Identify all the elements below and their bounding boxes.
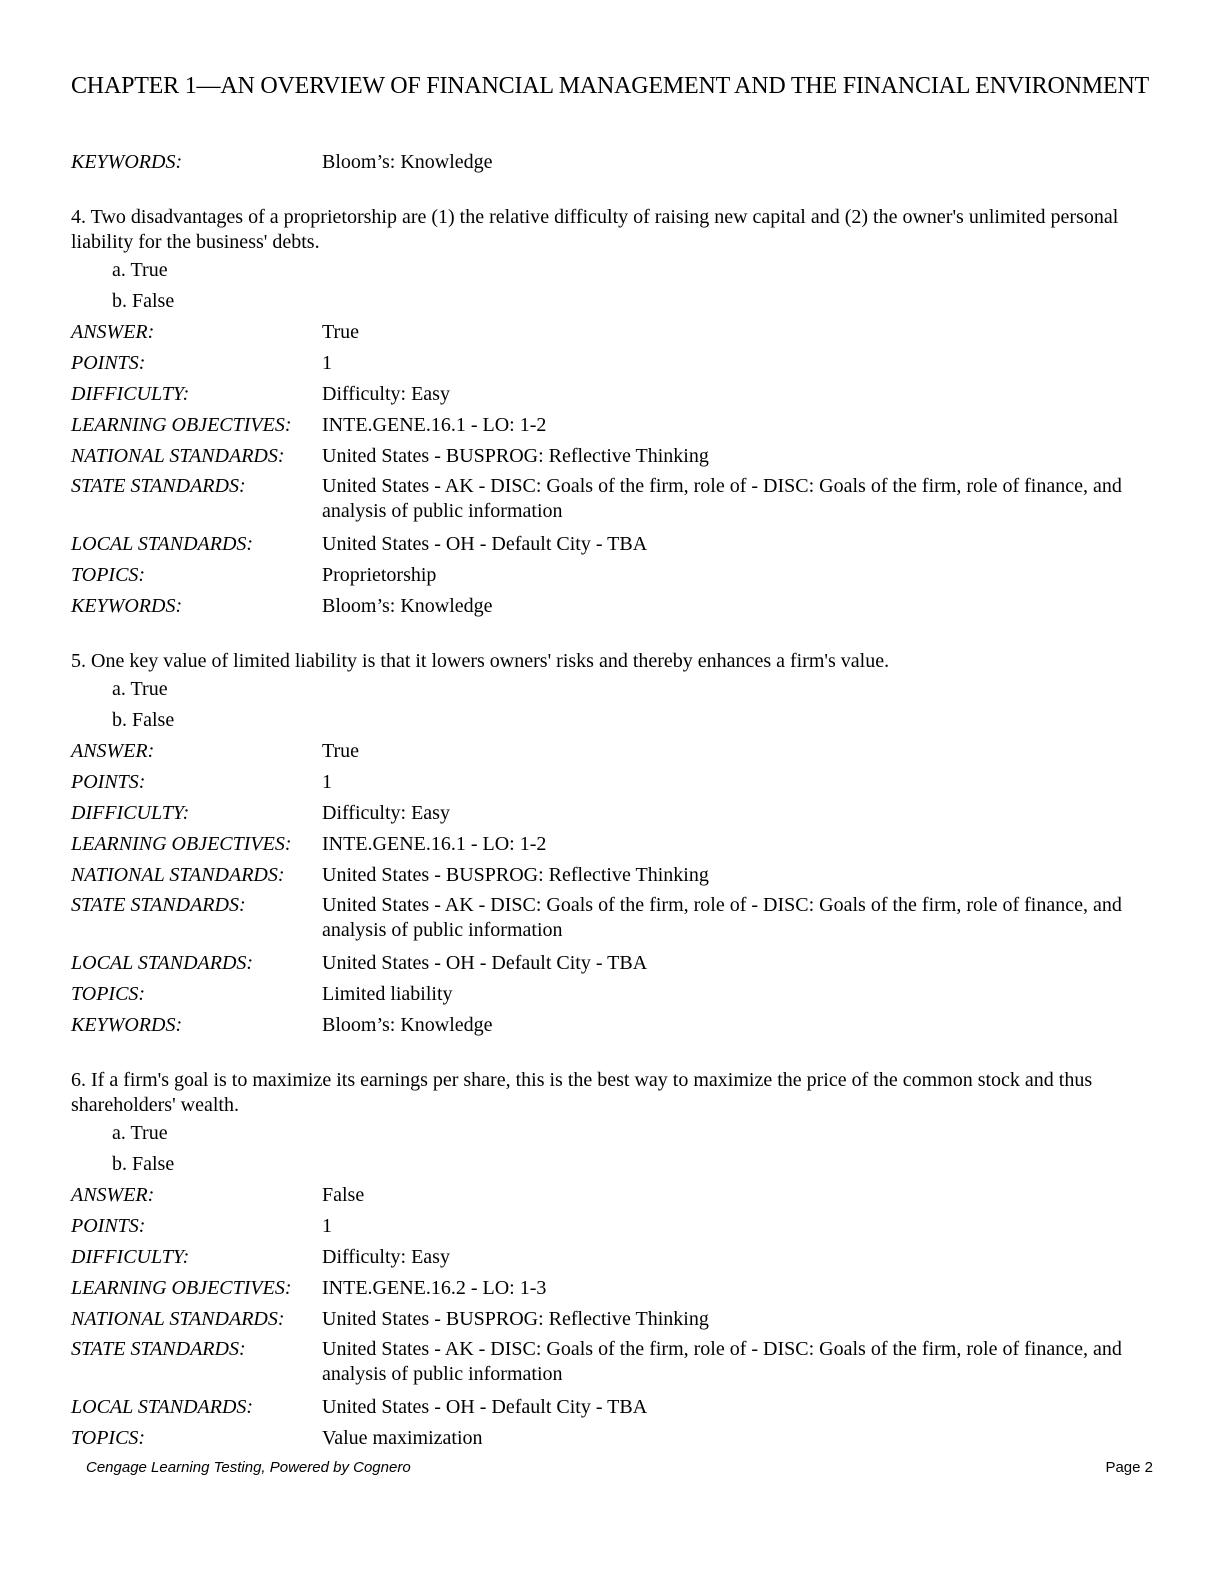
meta-row-points	[71, 769, 1151, 800]
meta-row-local-standards	[71, 531, 1151, 562]
meta-value: INTE.GENE.16.2 - LO: 1-3	[322, 1277, 547, 1299]
meta-value: United States - AK - DISC: Goals of the firm, role of - DISC: Goals of the firm, role of finance, and analysis of public information	[322, 475, 1122, 522]
meta-label: DIFFICULTY:	[71, 802, 190, 824]
footer-credit: Cengage Learning Testing, Powered by Cognero	[86, 1459, 411, 1476]
meta-value: INTE.GENE.16.1 - LO: 1-2	[322, 414, 547, 436]
meta-value: 1	[322, 771, 332, 793]
question-text: 6. If a firm's goal is to maximize its earnings per share, this is the best way to maximize the price of the common stock and thus shareholders' wealth.	[71, 1069, 1093, 1116]
meta-value: Difficulty: Easy	[322, 1246, 450, 1268]
carryover-keywords-row	[71, 149, 1151, 180]
meta-label: STATE STANDARDS:	[71, 894, 246, 916]
question-text: 5. One key value of limited liability is that it lowers owners' risks and thereby enhances a firm's value.	[71, 650, 890, 672]
meta-label: KEYWORDS:	[71, 595, 183, 617]
meta-row-topics	[71, 562, 1151, 593]
meta-label: DIFFICULTY:	[71, 1246, 190, 1268]
meta-value: United States - OH - Default City - TBA	[322, 533, 648, 555]
answer-option-true: a. True	[112, 259, 168, 281]
meta-label: DIFFICULTY:	[71, 383, 190, 405]
meta-row-answer	[71, 1182, 1151, 1213]
meta-label: NATIONAL STANDARDS:	[71, 864, 285, 886]
meta-value: United States - BUSPROG: Reflective Thinking	[322, 864, 709, 886]
meta-label: KEYWORDS:	[71, 151, 183, 173]
question-block-4	[71, 205, 1151, 624]
page-title: CHAPTER 1—AN OVERVIEW OF FINANCIAL MANAGEMENT AND THE FINANCIAL ENVIRONMENT	[71, 73, 1149, 99]
meta-label: STATE STANDARDS:	[71, 475, 246, 497]
meta-row-points	[71, 350, 1151, 381]
meta-value: United States - AK - DISC: Goals of the firm, role of - DISC: Goals of the firm, role of finance, and analysis of public information	[322, 894, 1122, 941]
meta-label: LEARNING OBJECTIVES:	[71, 833, 292, 855]
meta-value: False	[322, 1184, 365, 1206]
meta-row-local-standards	[71, 1394, 1151, 1425]
meta-label: NATIONAL STANDARDS:	[71, 1308, 285, 1330]
meta-row-answer	[71, 738, 1151, 769]
meta-row-local-standards	[71, 950, 1151, 981]
meta-label: ANSWER:	[71, 1184, 155, 1206]
meta-value: Bloom’s: Knowledge	[322, 595, 493, 617]
meta-label: TOPICS:	[71, 564, 146, 586]
meta-label: LOCAL STANDARDS:	[71, 533, 254, 555]
meta-row-keywords	[71, 593, 1151, 624]
meta-label: POINTS:	[71, 771, 146, 793]
meta-label: ANSWER:	[71, 740, 155, 762]
meta-value: Value maximization	[322, 1427, 483, 1449]
meta-value: United States - OH - Default City - TBA	[322, 952, 648, 974]
meta-row-topics	[71, 981, 1151, 1012]
meta-label: TOPICS:	[71, 1427, 146, 1449]
meta-value: Limited liability	[322, 983, 453, 1005]
meta-label: POINTS:	[71, 352, 146, 374]
meta-row-difficulty	[71, 800, 1151, 831]
meta-value: 1	[322, 352, 332, 374]
meta-row-state-standards	[71, 893, 1151, 950]
meta-value: United States - AK - DISC: Goals of the firm, role of - DISC: Goals of the firm, role of finance, and analysis of public information	[322, 1338, 1122, 1385]
meta-row-learning-objectives	[71, 412, 1151, 443]
meta-label: STATE STANDARDS:	[71, 1338, 246, 1360]
meta-row-learning-objectives	[71, 1275, 1151, 1306]
meta-value: INTE.GENE.16.1 - LO: 1-2	[322, 833, 547, 855]
meta-row-state-standards	[71, 474, 1151, 531]
meta-value: United States - BUSPROG: Reflective Thinking	[322, 1308, 709, 1330]
meta-value: Proprietorship	[322, 564, 437, 586]
meta-label: LEARNING OBJECTIVES:	[71, 1277, 292, 1299]
meta-row-answer	[71, 319, 1151, 350]
question-block-6	[71, 1068, 1151, 1456]
page-footer	[86, 1459, 1153, 1476]
meta-value: Bloom’s: Knowledge	[322, 151, 493, 173]
meta-label: TOPICS:	[71, 983, 146, 1005]
meta-row-difficulty	[71, 381, 1151, 412]
answer-option-true: a. True	[112, 1122, 168, 1144]
question-text: 4. Two disadvantages of a proprietorship are (1) the relative difficulty of raising new capital and (2) the owner's unlimited personal liability for the business' debts.	[71, 206, 1119, 253]
meta-value: United States - OH - Default City - TBA	[322, 1396, 648, 1418]
meta-label: NATIONAL STANDARDS:	[71, 445, 285, 467]
document-body	[71, 149, 1151, 1456]
meta-value: Difficulty: Easy	[322, 383, 450, 405]
answer-option-false: b. False	[112, 1153, 175, 1175]
meta-label: LOCAL STANDARDS:	[71, 952, 254, 974]
meta-row-topics	[71, 1425, 1151, 1456]
meta-label: KEYWORDS:	[71, 1014, 183, 1036]
meta-row-national-standards	[71, 443, 1151, 474]
answer-option-false: b. False	[112, 290, 175, 312]
answer-option-false: b. False	[112, 709, 175, 731]
meta-value: United States - BUSPROG: Reflective Thinking	[322, 445, 709, 467]
meta-label: LEARNING OBJECTIVES:	[71, 414, 292, 436]
meta-value: 1	[322, 1215, 332, 1237]
meta-row-national-standards	[71, 1306, 1151, 1337]
meta-value: True	[322, 321, 360, 343]
answer-option-true: a. True	[112, 678, 168, 700]
meta-row-national-standards	[71, 862, 1151, 893]
meta-row-points	[71, 1213, 1151, 1244]
meta-label: POINTS:	[71, 1215, 146, 1237]
meta-label: ANSWER:	[71, 321, 155, 343]
meta-value: Difficulty: Easy	[322, 802, 450, 824]
meta-row-keywords	[71, 1012, 1151, 1043]
meta-label: LOCAL STANDARDS:	[71, 1396, 254, 1418]
meta-row-learning-objectives	[71, 831, 1151, 862]
meta-row-difficulty	[71, 1244, 1151, 1275]
question-block-5	[71, 649, 1151, 1043]
meta-value: Bloom’s: Knowledge	[322, 1014, 493, 1036]
meta-row-state-standards	[71, 1337, 1151, 1394]
meta-value: True	[322, 740, 360, 762]
page-number: Page 2	[1105, 1459, 1153, 1476]
